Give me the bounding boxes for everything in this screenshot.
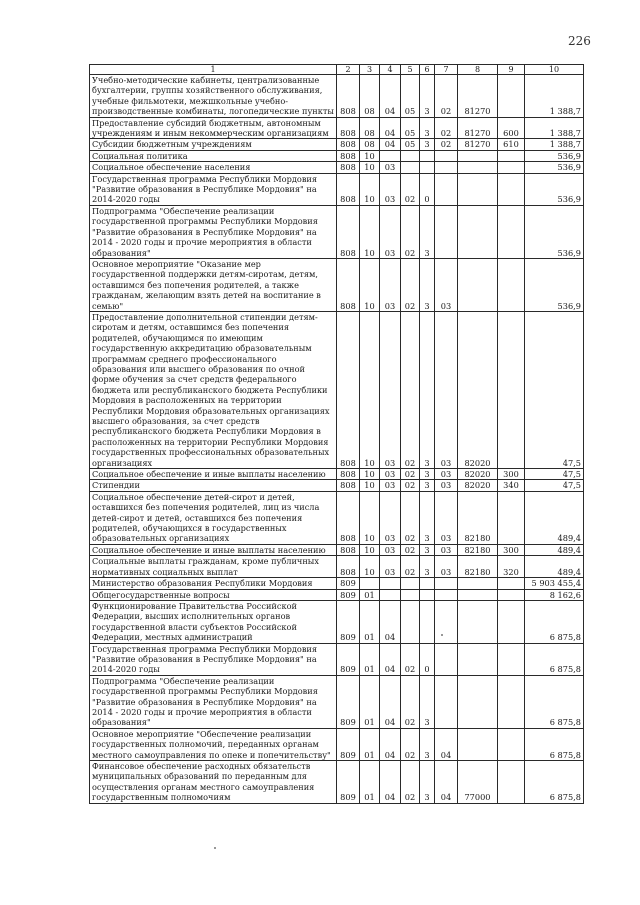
row-code-8: 82020 (458, 480, 498, 491)
table-row (90, 728, 584, 760)
row-code-7: 03 (435, 556, 458, 578)
row-code-5: 05 (401, 75, 420, 118)
row-code-9 (498, 258, 525, 311)
row-code-4: 04 (380, 117, 401, 139)
column-header-10: 10 (525, 65, 584, 75)
table-body (90, 75, 584, 804)
row-code-9 (498, 75, 525, 118)
row-description: Предоставление субсидий бюджетным, автономным учреждениям и иным некоммерческим организациям (90, 117, 337, 139)
column-header-2: 2 (337, 65, 360, 75)
row-code-7: 02 (435, 139, 458, 150)
row-code-4: 04 (380, 675, 401, 728)
table-row (90, 139, 584, 150)
row-code-4 (380, 578, 401, 589)
row-amount: 1 388,7 (525, 75, 584, 118)
column-header-3: 3 (360, 65, 380, 75)
row-code-4: 03 (380, 205, 401, 258)
row-code-7: 03 (435, 480, 458, 491)
row-code-9 (498, 600, 525, 643)
row-code-4: 04 (380, 139, 401, 150)
row-code-7: 04 (435, 761, 458, 804)
row-code-9 (498, 162, 525, 173)
row-code-9 (498, 491, 525, 544)
row-code-2: 808 (337, 162, 360, 173)
column-header-4: 4 (380, 65, 401, 75)
row-amount: 6 875,8 (525, 728, 584, 760)
row-code-8 (458, 643, 498, 675)
row-code-5: 02 (401, 311, 420, 468)
row-code-6: 3 (420, 556, 435, 578)
row-code-6: 3 (420, 75, 435, 118)
row-code-2: 808 (337, 173, 360, 205)
row-code-3: 01 (360, 728, 380, 760)
row-code-4 (380, 150, 401, 161)
row-description: Государственная программа Республики Мордовия "Развитие образования в Республике Мордовия" на 2014-2020 годы (90, 173, 337, 205)
row-code-3: 10 (360, 150, 380, 161)
row-code-8 (458, 258, 498, 311)
row-description: Учебно-методические кабинеты, централизованные бухгалтерии, группы хозяйственного обслуживания, учебные фильмотеки, межшкольные учебно-производственные комбинаты, логопедические пункты (90, 75, 337, 118)
row-amount: 536,9 (525, 258, 584, 311)
row-code-9: 300 (498, 469, 525, 480)
row-code-5: 02 (401, 480, 420, 491)
row-amount: 6 875,8 (525, 643, 584, 675)
row-code-8: 81270 (458, 75, 498, 118)
row-amount: 536,9 (525, 162, 584, 173)
row-code-8 (458, 162, 498, 173)
column-header-8: 8 (458, 65, 498, 75)
row-code-7: 03 (435, 491, 458, 544)
row-code-8 (458, 173, 498, 205)
row-code-9 (498, 643, 525, 675)
row-amount: 1 388,7 (525, 139, 584, 150)
row-code-9 (498, 761, 525, 804)
row-code-6: 0 (420, 643, 435, 675)
row-code-2: 809 (337, 578, 360, 589)
row-description: Социальное обеспечение и иные выплаты населению (90, 544, 337, 555)
row-amount: 47,5 (525, 469, 584, 480)
row-code-3: 10 (360, 491, 380, 544)
row-code-6 (420, 162, 435, 173)
page-number: 226 (568, 34, 591, 48)
row-code-3: 10 (360, 556, 380, 578)
row-code-4: 03 (380, 544, 401, 555)
row-code-7 (435, 675, 458, 728)
row-code-7: 03 (435, 469, 458, 480)
row-code-3 (360, 578, 380, 589)
row-code-5 (401, 600, 420, 643)
row-code-3: 10 (360, 173, 380, 205)
row-amount: 8 162,6 (525, 589, 584, 600)
table-row (90, 258, 584, 311)
row-code-8 (458, 675, 498, 728)
row-code-7 (435, 578, 458, 589)
row-code-7: 03 (435, 258, 458, 311)
row-code-7 (435, 600, 458, 643)
row-code-5: 05 (401, 117, 420, 139)
row-code-6: 3 (420, 491, 435, 544)
row-code-4: 03 (380, 556, 401, 578)
scan-speck (214, 847, 216, 849)
table-row (90, 469, 584, 480)
row-code-6 (420, 589, 435, 600)
row-code-7 (435, 162, 458, 173)
row-description: Финансовое обеспечение расходных обязательств муниципальных образований по переданным для осуществления органам местного самоуправления государственным полномочиям (90, 761, 337, 804)
column-header-5: 5 (401, 65, 420, 75)
row-description: Социальная политика (90, 150, 337, 161)
row-code-4: 04 (380, 761, 401, 804)
row-code-8 (458, 728, 498, 760)
row-code-4: 04 (380, 643, 401, 675)
row-amount: 536,9 (525, 173, 584, 205)
row-code-2: 809 (337, 761, 360, 804)
row-code-2: 808 (337, 117, 360, 139)
row-description: Социальные выплаты гражданам, кроме публичных нормативных социальных выплат (90, 556, 337, 578)
row-code-3: 08 (360, 139, 380, 150)
row-code-5: 02 (401, 556, 420, 578)
row-code-9: 600 (498, 117, 525, 139)
row-code-8 (458, 205, 498, 258)
row-code-5: 02 (401, 205, 420, 258)
row-description: Социальное обеспечение детей-сирот и детей, оставшихся без попечения родителей, лиц из числа детей-сирот и детей, оставшихся без попечения родителей, обучающихся в государственных образовательных организациях (90, 491, 337, 544)
row-code-9 (498, 150, 525, 161)
row-description: Субсидии бюджетным учреждениям (90, 139, 337, 150)
row-code-9 (498, 728, 525, 760)
row-code-8: 82180 (458, 556, 498, 578)
row-code-5 (401, 578, 420, 589)
row-amount: 47,5 (525, 311, 584, 468)
table-row (90, 162, 584, 173)
row-code-6 (420, 600, 435, 643)
row-code-7 (435, 205, 458, 258)
table-row (90, 173, 584, 205)
row-code-2: 808 (337, 205, 360, 258)
row-code-6: 3 (420, 311, 435, 468)
row-code-8: 82020 (458, 311, 498, 468)
row-code-8 (458, 150, 498, 161)
row-code-9: 340 (498, 480, 525, 491)
column-header-9: 9 (498, 65, 525, 75)
row-code-3: 01 (360, 761, 380, 804)
table-row (90, 675, 584, 728)
row-code-7: 02 (435, 75, 458, 118)
row-code-3: 10 (360, 162, 380, 173)
column-header-7: 7 (435, 65, 458, 75)
row-code-6: 3 (420, 480, 435, 491)
header-row (90, 65, 584, 75)
row-code-5: 02 (401, 761, 420, 804)
row-code-2: 808 (337, 544, 360, 555)
row-code-8: 81270 (458, 117, 498, 139)
row-code-2: 808 (337, 556, 360, 578)
row-code-5: 02 (401, 258, 420, 311)
row-amount: 1 388,7 (525, 117, 584, 139)
row-amount: 536,9 (525, 205, 584, 258)
row-code-4: 04 (380, 600, 401, 643)
row-code-2: 808 (337, 150, 360, 161)
row-description: Функционирование Правительства Российской Федерации, высших исполнительных органов государственной власти субъектов Российской Федерации, местных администраций (90, 600, 337, 643)
row-code-6: 3 (420, 117, 435, 139)
row-code-8: 82180 (458, 544, 498, 555)
row-code-4: 03 (380, 162, 401, 173)
table-row (90, 600, 584, 643)
row-code-3: 01 (360, 589, 380, 600)
row-code-7 (435, 643, 458, 675)
row-code-6: 3 (420, 139, 435, 150)
row-code-2: 809 (337, 643, 360, 675)
row-code-5 (401, 162, 420, 173)
row-code-6: 3 (420, 544, 435, 555)
row-code-3: 08 (360, 75, 380, 118)
row-code-5: 05 (401, 139, 420, 150)
row-description: Основное мероприятие "Обеспечение реализации государственных полномочий, переданных органам местного самоуправления по опеке и попечительству" (90, 728, 337, 760)
row-code-9 (498, 589, 525, 600)
row-code-2: 809 (337, 675, 360, 728)
row-description: Подпрограмма "Обеспечение реализации государственной программы Республики Мордовия "Развитие образования в Республике Мордовия" на 2014 - 2020 годы и прочие мероприятия в области образования" (90, 675, 337, 728)
row-code-4: 03 (380, 311, 401, 468)
table-row (90, 480, 584, 491)
row-description: Стипендии (90, 480, 337, 491)
row-amount: 6 875,8 (525, 761, 584, 804)
table-row (90, 205, 584, 258)
row-code-4: 03 (380, 173, 401, 205)
row-code-6 (420, 578, 435, 589)
row-code-9 (498, 311, 525, 468)
row-code-5: 02 (401, 675, 420, 728)
row-code-2: 808 (337, 75, 360, 118)
row-code-5: 02 (401, 643, 420, 675)
table-row (90, 544, 584, 555)
row-code-9: 300 (498, 544, 525, 555)
row-description: Предоставление дополнительной стипендии детям-сиротам и детям, оставшимся без попечения родителей, обучающимся по имеющим государственную аккредитацию образовательным программам среднего профессионального образования или высшего образования по очной форме обучения за счет средств федерального бюджета или республиканского бюджета Республики Мордовия в расположенных на территории Республики Мордовия образовательных организациях высшего образования, за счет средств республиканского бюджета Республики Мордовия в расположенных на территории Республики Мордовия государственных профессиональных образовательных организациях (90, 311, 337, 468)
table-row (90, 761, 584, 804)
row-code-6: 3 (420, 761, 435, 804)
row-description: Подпрограмма "Обеспечение реализации государственной программы Республики Мордовия "Развитие образования в Республике Мордовия" на 2014 - 2020 годы и прочие мероприятия в области образования" (90, 205, 337, 258)
row-amount: 5 903 455,4 (525, 578, 584, 589)
row-amount: 6 875,8 (525, 675, 584, 728)
row-code-6 (420, 150, 435, 161)
row-code-5: 02 (401, 491, 420, 544)
row-code-6: 3 (420, 205, 435, 258)
row-amount: 489,4 (525, 544, 584, 555)
table-row (90, 643, 584, 675)
row-code-8: 82180 (458, 491, 498, 544)
row-code-7: 03 (435, 544, 458, 555)
scan-speck (441, 634, 443, 636)
row-code-9 (498, 205, 525, 258)
row-code-2: 808 (337, 491, 360, 544)
row-code-2: 808 (337, 469, 360, 480)
row-code-3: 08 (360, 117, 380, 139)
row-code-5: 02 (401, 173, 420, 205)
row-code-6: 3 (420, 675, 435, 728)
column-header-6: 6 (420, 65, 435, 75)
row-code-2: 808 (337, 480, 360, 491)
row-code-4 (380, 589, 401, 600)
table-row (90, 117, 584, 139)
row-code-7: 03 (435, 311, 458, 468)
row-code-6: 3 (420, 728, 435, 760)
row-code-5: 02 (401, 544, 420, 555)
row-code-3: 10 (360, 544, 380, 555)
row-code-3: 01 (360, 600, 380, 643)
table-row (90, 578, 584, 589)
row-code-8: 77000 (458, 761, 498, 804)
row-code-8 (458, 589, 498, 600)
row-code-3: 01 (360, 643, 380, 675)
table-row (90, 75, 584, 118)
row-code-3: 10 (360, 469, 380, 480)
row-code-3: 10 (360, 311, 380, 468)
row-code-9: 610 (498, 139, 525, 150)
row-code-5: 02 (401, 469, 420, 480)
row-code-2: 809 (337, 600, 360, 643)
row-description: Государственная программа Республики Мордовия "Развитие образования в Республике Мордовия" на 2014-2020 годы (90, 643, 337, 675)
row-code-8 (458, 600, 498, 643)
row-code-4: 04 (380, 75, 401, 118)
row-code-3: 10 (360, 258, 380, 311)
row-amount: 489,4 (525, 556, 584, 578)
row-code-2: 809 (337, 589, 360, 600)
row-amount: 47,5 (525, 480, 584, 491)
row-code-8: 81270 (458, 139, 498, 150)
row-code-4: 03 (380, 258, 401, 311)
table-row (90, 150, 584, 161)
row-code-9: 320 (498, 556, 525, 578)
column-header-1: 1 (90, 65, 337, 75)
row-code-7: 02 (435, 117, 458, 139)
row-code-2: 808 (337, 258, 360, 311)
row-description: Основное мероприятие "Оказание мер государственной поддержки детям-сиротам, детям, оставшимся без попечения родителей, а также гражданам, желающим взять детей на воспитание в семью" (90, 258, 337, 311)
row-code-7 (435, 589, 458, 600)
budget-table (89, 64, 584, 804)
row-code-9 (498, 675, 525, 728)
row-code-4: 03 (380, 469, 401, 480)
table-row (90, 556, 584, 578)
row-code-6: 3 (420, 258, 435, 311)
row-amount: 489,4 (525, 491, 584, 544)
row-code-8 (458, 578, 498, 589)
table-row (90, 589, 584, 600)
row-code-6: 0 (420, 173, 435, 205)
row-code-3: 10 (360, 480, 380, 491)
row-description: Общегосударственные вопросы (90, 589, 337, 600)
table-row (90, 311, 584, 468)
row-code-4: 03 (380, 491, 401, 544)
table-row (90, 491, 584, 544)
row-code-5 (401, 150, 420, 161)
row-code-5: 02 (401, 728, 420, 760)
row-description: Социальное обеспечение населения (90, 162, 337, 173)
row-code-9 (498, 173, 525, 205)
row-amount: 6 875,8 (525, 600, 584, 643)
row-code-2: 808 (337, 139, 360, 150)
row-code-9 (498, 578, 525, 589)
row-code-5 (401, 589, 420, 600)
row-code-4: 04 (380, 728, 401, 760)
row-code-7: 04 (435, 728, 458, 760)
row-code-3: 01 (360, 675, 380, 728)
row-code-7 (435, 150, 458, 161)
row-code-7 (435, 173, 458, 205)
row-code-2: 809 (337, 728, 360, 760)
row-code-3: 10 (360, 205, 380, 258)
row-code-4: 03 (380, 480, 401, 491)
row-code-2: 808 (337, 311, 360, 468)
row-code-8: 82020 (458, 469, 498, 480)
row-amount: 536,9 (525, 150, 584, 161)
row-description: Министерство образования Республики Мордовия (90, 578, 337, 589)
row-code-6: 3 (420, 469, 435, 480)
row-description: Социальное обеспечение и иные выплаты населению (90, 469, 337, 480)
